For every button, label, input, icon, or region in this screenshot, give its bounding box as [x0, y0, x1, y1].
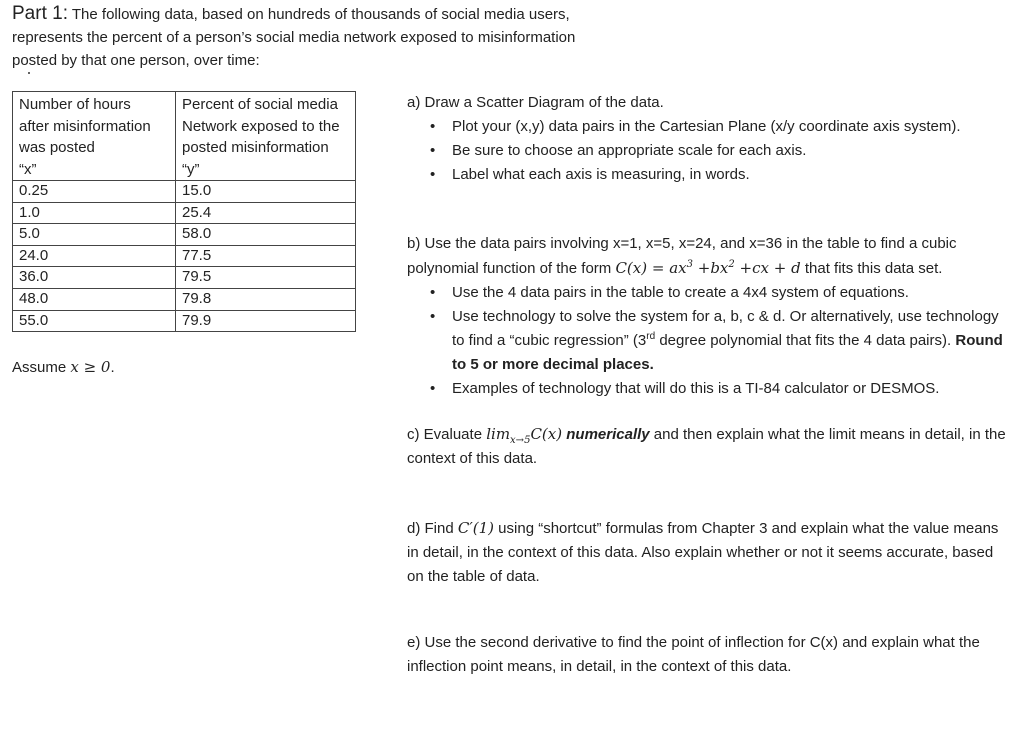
table-header-row: [13, 92, 356, 181]
question-c: c) Evaluate $\lim_{x\to 5}C(x)$ numerically and then explain what the limit means in detail, in the context of this data.: [407, 425, 1006, 467]
table-row: [13, 288, 356, 310]
question-b: [407, 232, 1007, 401]
bullet-icon: •: [430, 308, 436, 325]
stray-dot: [28, 72, 30, 74]
header-x: Number of hours after misinformation was posted “x”: [13, 92, 176, 181]
cell-x: 24.0: [13, 245, 176, 267]
table-row: [13, 245, 356, 267]
cell-x: 48.0: [13, 288, 176, 310]
list-item: • Examples of technology that will do this is a TI-84 calculator or DESMOS.: [452, 377, 1007, 401]
rounding-instruction: Round to 5 or more decimal places.: [452, 332, 1003, 373]
derivative-expression: C′(1): [457, 519, 494, 537]
cell-y: 58.0: [176, 224, 356, 246]
list-item: • Label what each axis is measuring, in words.: [452, 163, 1007, 187]
bullet-icon: •: [430, 142, 436, 159]
table-row: [13, 267, 356, 289]
limit-expression: $\lim_{x\to 5}C(x)$: [486, 425, 563, 446]
cell-y: 79.5: [176, 267, 356, 289]
cell-y: 79.8: [176, 288, 356, 310]
part-label: Part 1:: [12, 3, 68, 24]
intro-text: The following data, based on hundreds of thousands of social media users, represents the percent of a person’s social media network exposed to misinformation posted by that one person, over time:: [12, 6, 576, 69]
data-table: [12, 91, 356, 332]
table-row: [13, 181, 356, 203]
question-a-intro: a) Draw a Scatter Diagram of the data.: [407, 94, 664, 111]
table-row: [13, 224, 356, 246]
cubic-formula: $C(x) = ax^3 +bx^2 +cx + d$: [615, 259, 801, 277]
cell-y: 77.5: [176, 245, 356, 267]
cell-x: 5.0: [13, 224, 176, 246]
assumption-expr: x ≥ 0: [70, 358, 111, 376]
assumption-note: Assume x ≥ 0.: [12, 358, 115, 376]
question-d: d) Find C′(1) using “shortcut” formulas from Chapter 3 and explain what the value means in detail, in the context of this data. Also explain whether or not it seems accurate, based on the table of data.: [407, 519, 999, 585]
intro-paragraph: [12, 2, 582, 72]
cell-y: 25.4: [176, 202, 356, 224]
list-item: • Use the 4 data pairs in the table to create a 4x4 system of equations.: [452, 281, 1007, 305]
numerically-emphasis: numerically: [566, 426, 650, 443]
question-a: [407, 91, 1007, 187]
cell-x: 0.25: [13, 181, 176, 203]
cell-y: 79.9: [176, 310, 356, 332]
bullet-icon: •: [430, 118, 436, 135]
bullet-icon: •: [430, 284, 436, 301]
question-a-bullets: [407, 115, 1007, 187]
list-item: • Use technology to solve the system for a, b, c & d. Or alternatively, use technology to find a “cubic regression” (3rd degree polynomial that fits the 4 data pairs). Round to 5 or more decimal places.: [452, 305, 1007, 377]
cell-x: 36.0: [13, 267, 176, 289]
question-b-intro: b) Use the data pairs involving x=1, x=5, x=24, and x=36 in the table to find a cubic polynomial function of the form $C(x) = ax^3 +bx^2 +cx + d$ that fits this data set.: [407, 235, 957, 277]
list-item: • Plot your (x,y) data pairs in the Cartesian Plane (x/y coordinate axis system).: [452, 115, 1007, 139]
table-row: [13, 310, 356, 332]
bullet-icon: •: [430, 380, 436, 397]
cell-y: 15.0: [176, 181, 356, 203]
question-e: e) Use the second derivative to find the point of inflection for C(x) and explain what the inflection point means, in detail, in the context of this data.: [407, 634, 980, 675]
question-b-bullets: [407, 281, 1007, 401]
bullet-icon: •: [430, 166, 436, 183]
list-item: • Be sure to choose an appropriate scale for each axis.: [452, 139, 1007, 163]
header-y: Percent of social media Network exposed to the posted misinformation “y”: [176, 92, 356, 181]
cell-x: 55.0: [13, 310, 176, 332]
table-row: [13, 202, 356, 224]
cell-x: 1.0: [13, 202, 176, 224]
